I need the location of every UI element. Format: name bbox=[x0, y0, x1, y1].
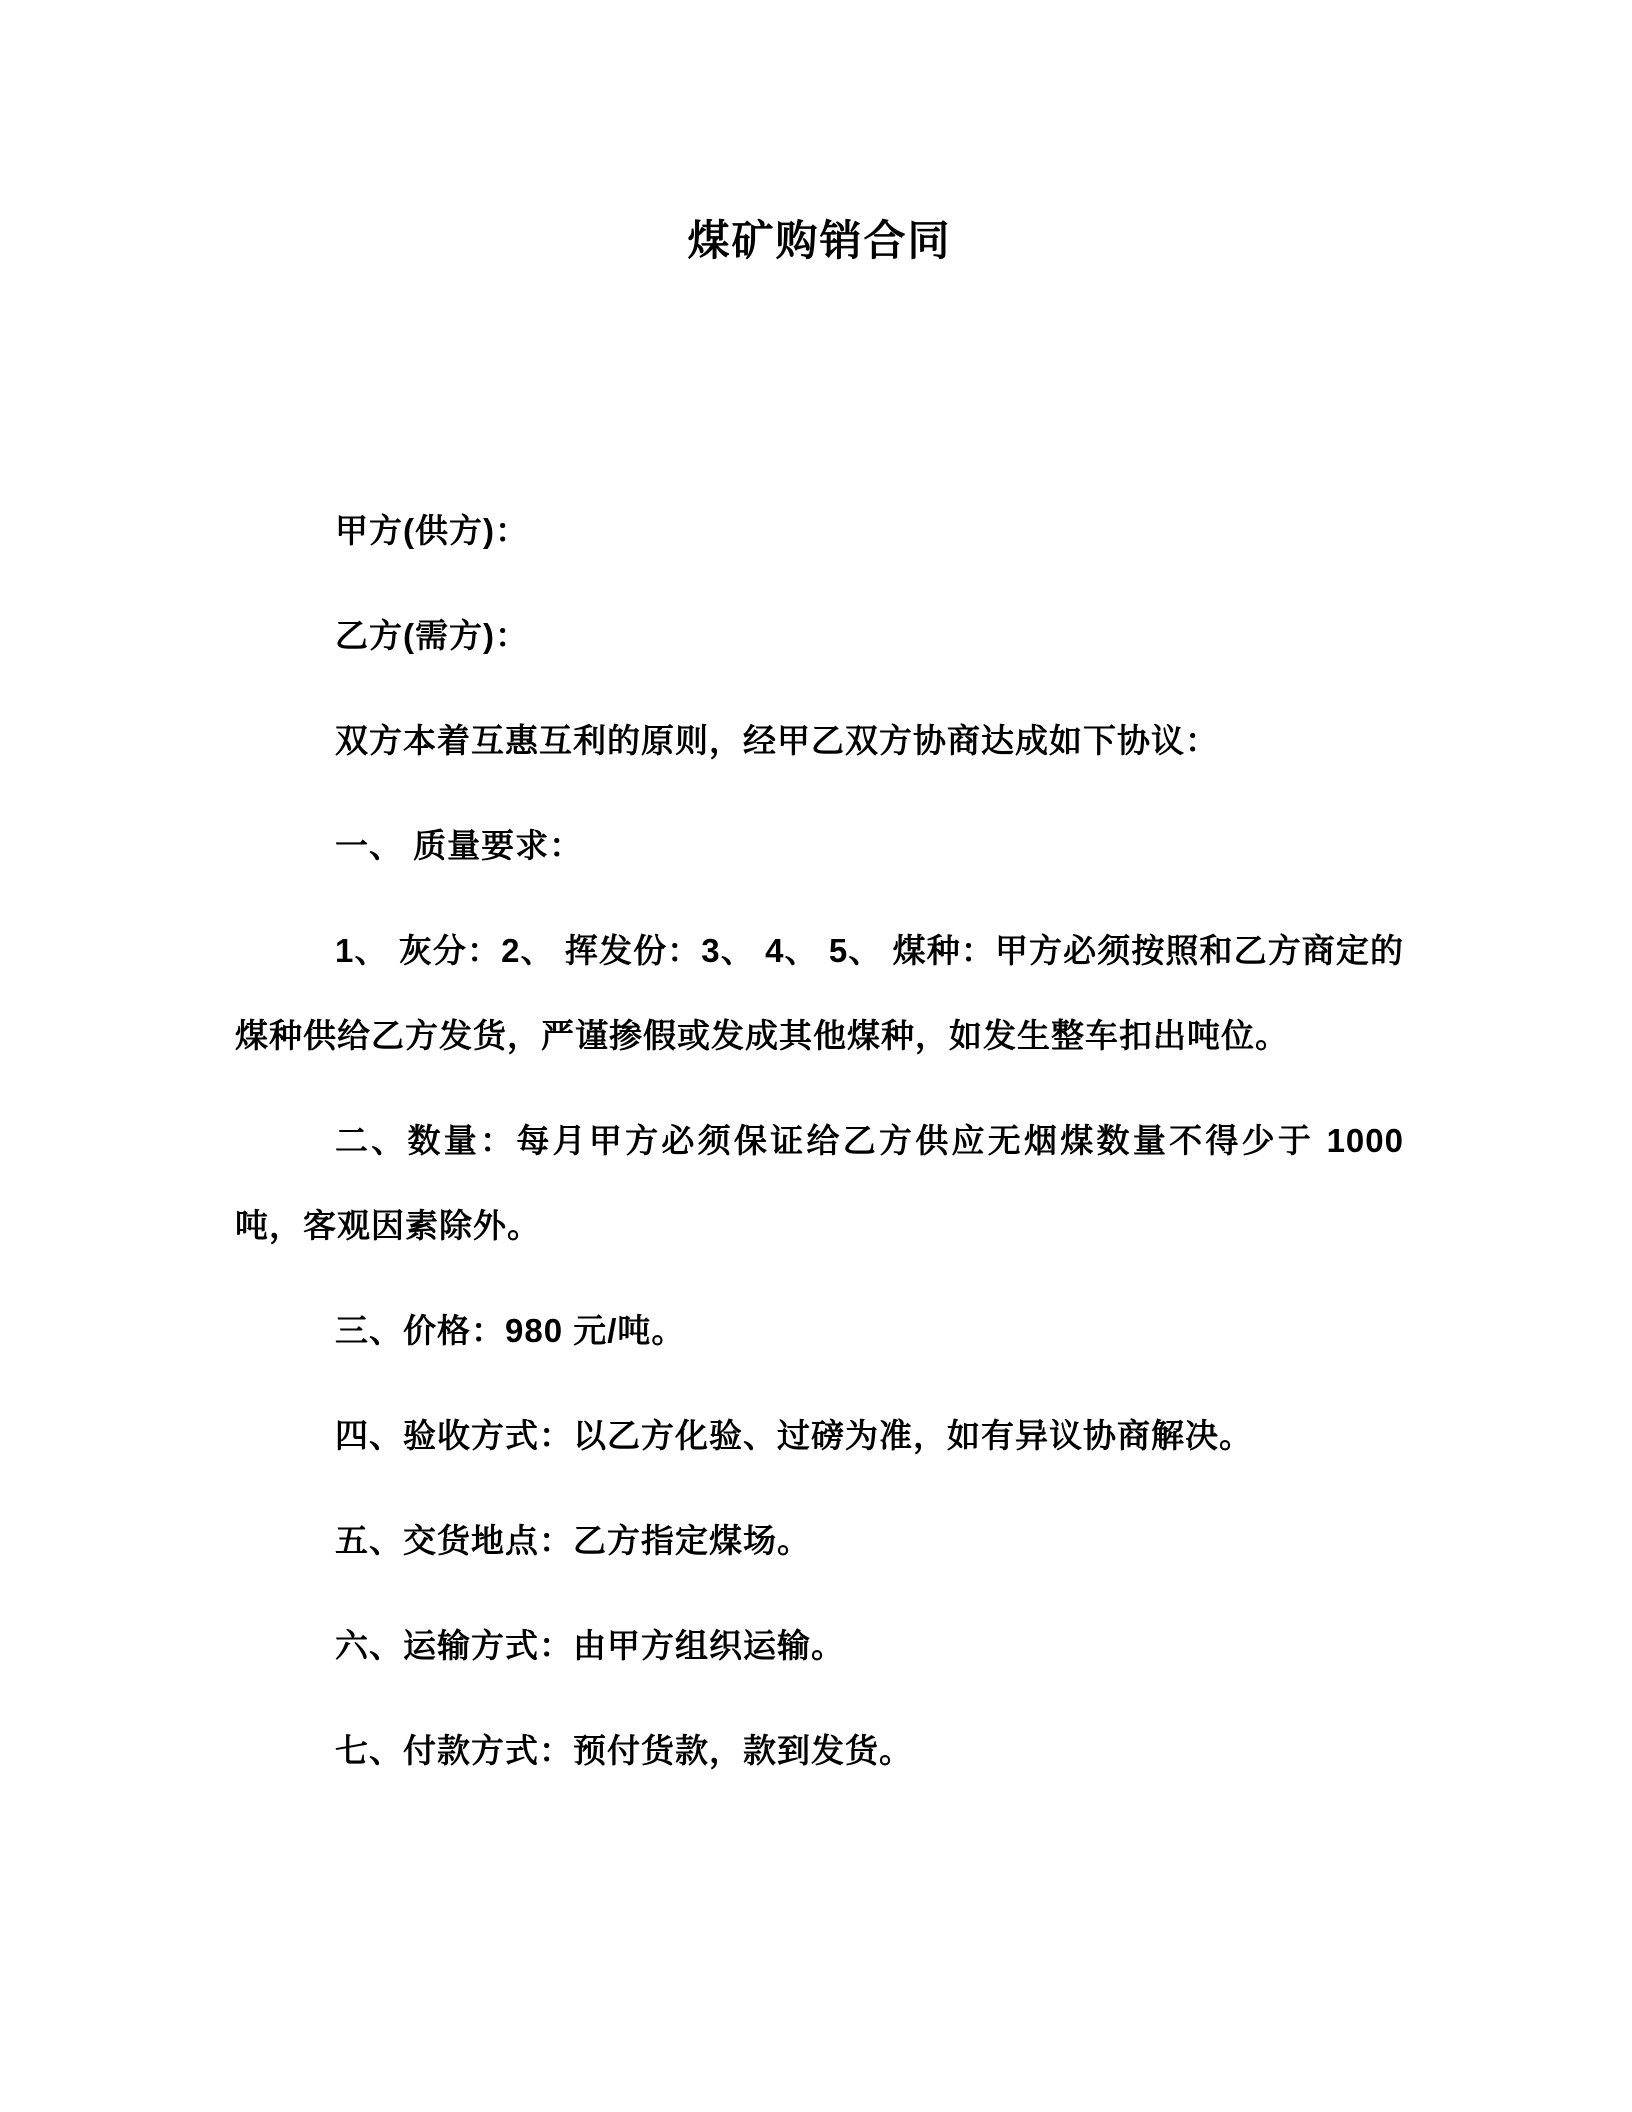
document-body bbox=[235, 488, 1404, 1793]
paragraph-clause-1-heading: 一、 质量要求： bbox=[335, 827, 584, 864]
paragraph-party-a: 甲方(供方)： bbox=[335, 512, 529, 549]
paragraph-clause-7-payment: 七、付款方式：预付货款，款到发货。 bbox=[335, 1732, 913, 1769]
paragraph-clause-6-transport: 六、运输方式：由甲方组织运输。 bbox=[335, 1627, 845, 1664]
paragraph-clause-2-quantity: 二、数量：每月甲方必须保证给乙方供应无烟煤数量不得少于 1000 吨，客观因素除外。 bbox=[235, 1122, 1404, 1244]
document-title: 煤矿购销合同 bbox=[687, 217, 952, 264]
paragraph-preamble: 双方本着互惠互利的原则，经甲乙双方协商达成如下协议： bbox=[335, 722, 1219, 759]
paragraph-clause-4-acceptance: 四、验收方式：以乙方化验、过磅为准，如有异议协商解决。 bbox=[335, 1417, 1253, 1454]
paragraph-clause-1-quality: 1、 灰分：2、 挥发份：3、 4、 5、 煤种：甲方必须按照和乙方商定的煤种供给乙方发货，严谨掺假或发成其他煤种，如发生整车扣出吨位。 bbox=[235, 932, 1404, 1054]
paragraph-clause-5-delivery-place: 五、交货地点：乙方指定煤场。 bbox=[335, 1522, 811, 1559]
paragraph-clause-3-price: 三、价格：980 元/吨。 bbox=[335, 1312, 686, 1349]
paragraph-party-b: 乙方(需方)： bbox=[335, 617, 529, 654]
